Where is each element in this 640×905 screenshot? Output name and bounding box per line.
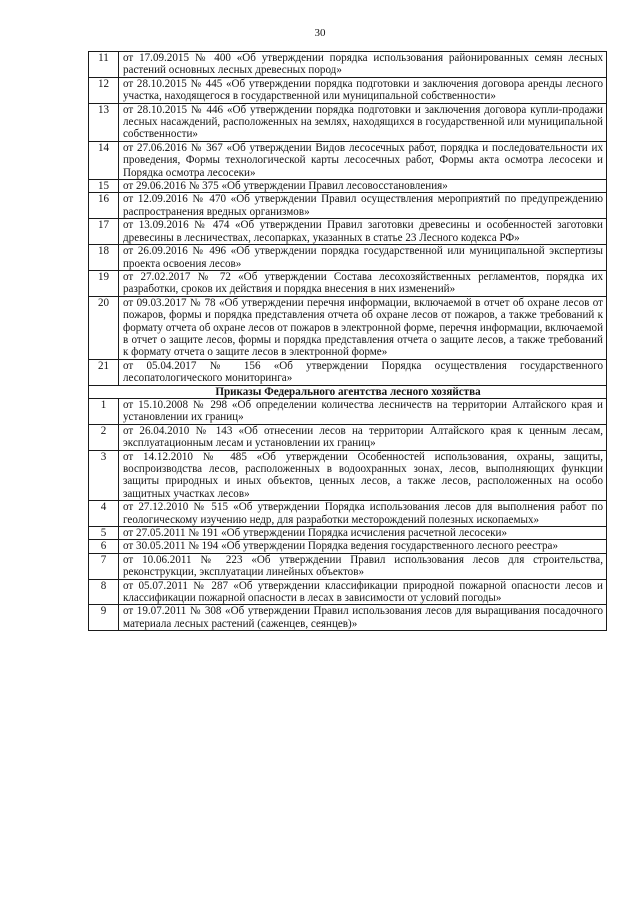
row-number: 4 bbox=[89, 501, 119, 527]
row-number: 13 bbox=[89, 103, 119, 141]
legal-acts-table bbox=[88, 51, 607, 631]
table-row bbox=[89, 296, 607, 359]
row-text: от 26.04.2010 № 143 «Об отнесении лесов на территории Алтайского края к ценным лесам, эксплуатационным лесам и установлении их границ» bbox=[119, 424, 607, 450]
row-number: 18 bbox=[89, 245, 119, 271]
row-number: 11 bbox=[89, 52, 119, 78]
row-text: от 28.10.2015 № 446 «Об утверждении порядка подготовки и заключения договора купли-продажи лесных насаждений, расположенных на землях, находящихся в государственной или муниципальной собственности» bbox=[119, 103, 607, 141]
table-row bbox=[89, 450, 607, 501]
row-number: 1 bbox=[89, 398, 119, 424]
row-text: от 09.03.2017 № 78 «Об утверждении перечня информации, включаемой в отчет об охране лесов от пожаров, формы и порядка представления отчета об охране лесов от пожаров, а также требований к формату отчета об охране лесов от пожаров в электронной форме, перечня информации, включаемой в отчет о защите лесов, формы и порядка представления отчета о защите лесов, а также требований к формату отчета о защите лесов в электронной форме» bbox=[119, 296, 607, 359]
table-row bbox=[89, 398, 607, 424]
table-row bbox=[89, 270, 607, 296]
row-number: 15 bbox=[89, 180, 119, 193]
row-number: 6 bbox=[89, 540, 119, 553]
row-number: 9 bbox=[89, 605, 119, 631]
row-text: от 26.09.2016 № 496 «Об утверждении порядка государственной или муниципальной экспертизы проекта освоения лесов» bbox=[119, 245, 607, 271]
row-number: 7 bbox=[89, 553, 119, 579]
table-row bbox=[89, 141, 607, 179]
row-number: 19 bbox=[89, 270, 119, 296]
row-text: от 05.04.2017 № 156 «Об утверждении Порядка осуществления государственного лесопатологического мониторинга» bbox=[119, 359, 607, 385]
table-row bbox=[89, 605, 607, 631]
row-text: от 12.09.2016 № 470 «Об утверждении Правил осуществления мероприятий по предупреждению распространения вредных организмов» bbox=[119, 193, 607, 219]
row-text: от 28.10.2015 № 445 «Об утверждении порядка подготовки и заключения договора аренды лесного участка, находящегося в государственной или муниципальной собственности» bbox=[119, 77, 607, 103]
table-row bbox=[89, 180, 607, 193]
table-row bbox=[89, 52, 607, 78]
table-row bbox=[89, 527, 607, 540]
table-row bbox=[89, 77, 607, 103]
row-number: 2 bbox=[89, 424, 119, 450]
row-number: 3 bbox=[89, 450, 119, 501]
row-text: от 30.05.2011 № 194 «Об утверждении Порядка ведения государственного лесного реестра» bbox=[119, 540, 607, 553]
row-number: 8 bbox=[89, 579, 119, 605]
table-body bbox=[89, 52, 607, 631]
row-text: от 10.06.2011 № 223 «Об утверждении Правил использования лесов для строительства, реконструкции, эксплуатации линейных объектов» bbox=[119, 553, 607, 579]
row-text: от 19.07.2011 № 308 «Об утверждении Правил использования лесов для выращивания посадочного материала лесных растений (саженцев, сеянцев)» bbox=[119, 605, 607, 631]
row-text: от 14.12.2010 № 485 «Об утверждении Особенностей использования, охраны, защиты, воспроизводства лесов, расположенных в водоохранных зонах, лесов, выполняющих функции защиты природных и иных объектов, ценных лесов, а также лесов, расположенных на особо защитных участках лесов» bbox=[119, 450, 607, 501]
section-title: Приказы Федерального агентства лесного хозяйства bbox=[89, 385, 607, 398]
row-number: 12 bbox=[89, 77, 119, 103]
row-text: от 13.09.2016 № 474 «Об утверждении Правил заготовки древесины и особенностей заготовки древесины в лесничествах, лесопарках, указанных в статье 23 Лесного кодекса РФ» bbox=[119, 219, 607, 245]
row-number: 21 bbox=[89, 359, 119, 385]
section-header-row bbox=[89, 385, 607, 398]
row-text: от 27.05.2011 № 191 «Об утверждении Порядка исчисления расчетной лесосеки» bbox=[119, 527, 607, 540]
row-text: от 27.06.2016 № 367 «Об утверждении Видов лесосечных работ, порядка и последовательности их проведения, Формы технологической карты лесосечных работ, Формы акта осмотра лесосеки и Порядка осмотра лесосеки» bbox=[119, 141, 607, 179]
row-number: 17 bbox=[89, 219, 119, 245]
row-text: от 27.12.2010 № 515 «Об утверждении Порядка использования лесов для выполнения работ по геологическому изучению недр, для разработки месторождений полезных ископаемых» bbox=[119, 501, 607, 527]
table-row bbox=[89, 359, 607, 385]
table-row bbox=[89, 553, 607, 579]
row-number: 16 bbox=[89, 193, 119, 219]
row-text: от 05.07.2011 № 287 «Об утверждении классификации природной пожарной опасности лесов и классификации пожарной опасности в лесах в зависимости от условий погоды» bbox=[119, 579, 607, 605]
page-number: 30 bbox=[314, 27, 326, 39]
table-row bbox=[89, 501, 607, 527]
table-row bbox=[89, 424, 607, 450]
row-text: от 29.06.2016 № 375 «Об утверждении Правил лесовосстановления» bbox=[119, 180, 607, 193]
table-row bbox=[89, 103, 607, 141]
table-row bbox=[89, 219, 607, 245]
table-row bbox=[89, 540, 607, 553]
table-row bbox=[89, 193, 607, 219]
row-number: 20 bbox=[89, 296, 119, 359]
row-text: от 27.02.2017 № 72 «Об утверждении Состава лесохозяйственных регламентов, порядка их разработки, сроков их действия и порядка внесения в них изменений» bbox=[119, 270, 607, 296]
row-text: от 15.10.2008 № 298 «Об определении количества лесничеств на территории Алтайского края и установлении их границ» bbox=[119, 398, 607, 424]
row-number: 14 bbox=[89, 141, 119, 179]
row-text: от 17.09.2015 № 400 «Об утверждении порядка использования районированных семян лесных растений основных лесных древесных пород» bbox=[119, 52, 607, 78]
row-number: 5 bbox=[89, 527, 119, 540]
table-row bbox=[89, 579, 607, 605]
table-row bbox=[89, 245, 607, 271]
